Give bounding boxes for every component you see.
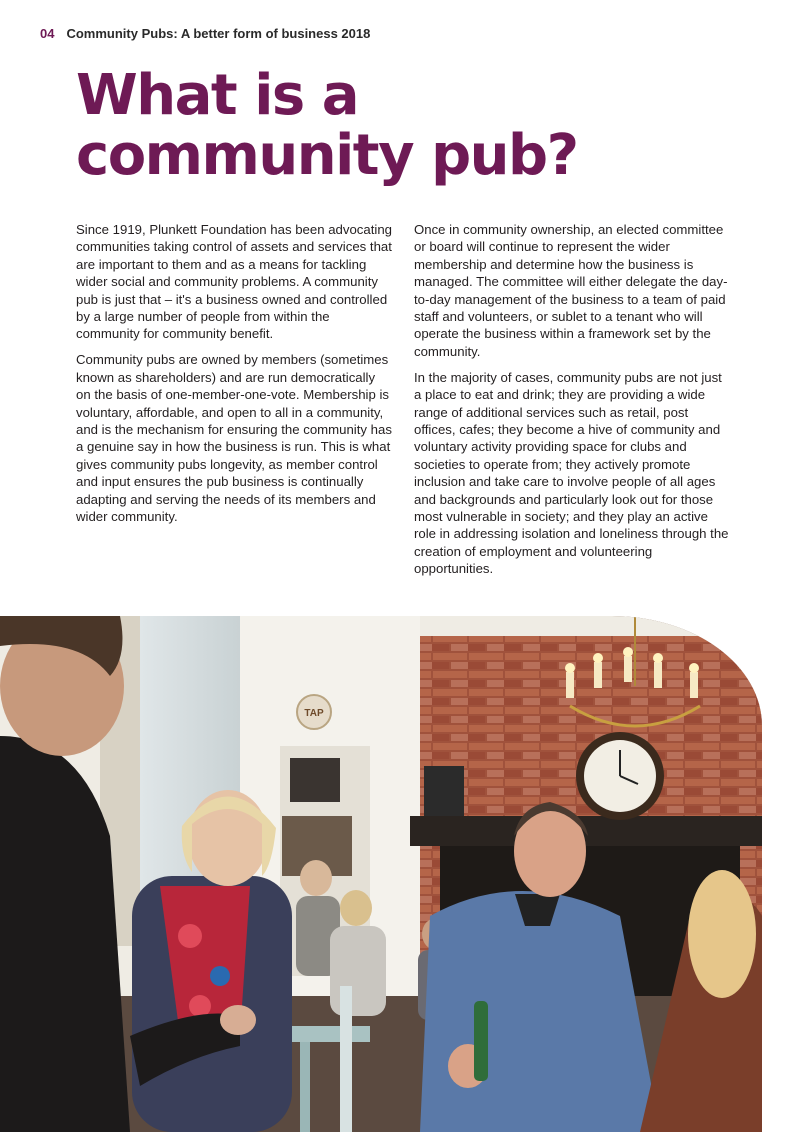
page-number: 04 xyxy=(40,26,55,41)
paragraph: In the majority of cases, community pubs are not just a place to eat and drink; they are providing a wide range of additional services such as retail, post offices, cafes; they become a hive of community and voluntary activity providing space for clubs and societies to operate from; they actively promote inclusion and take care to involve people of all ages and backgrounds and particularly look out for those most vulnerable in society; and they play an active role in addressing isolation and loneliness through the creation of employment and volunteering opportunities. xyxy=(414,369,729,577)
framed-picture xyxy=(290,758,340,802)
tap-sign-text: TAP xyxy=(304,708,324,719)
page-header xyxy=(40,26,370,41)
background-person xyxy=(300,860,332,896)
paragraph: Community pubs are owned by members (sometimes known as shareholders) and are run democratically on the basis of one-member-one-vote. Membership is voluntary, affordable, and open to all in a community, and is the mechanism for ensuring the community has a genuine say in how the business is run. This is what gives community pubs longevity, as member control and input ensures the pub business is continually adapting and serving the needs of its members and wider community. xyxy=(76,352,392,524)
pub-interior-photo xyxy=(0,616,762,1132)
title-line-1: What is a xyxy=(76,63,359,128)
chair xyxy=(340,986,352,1132)
publication-title: Community Pubs: A better form of business 2018 xyxy=(66,26,371,41)
page-title xyxy=(76,63,776,188)
paragraph: Since 1919, Plunkett Foundation has been advocating communities taking control of assets and services that are important to them and as a means for tackling wider social and community problems. A community pub is just that – it's a business owned and controlled by a large number of people from within the community for community benefit. xyxy=(76,222,392,342)
chalkboard xyxy=(424,766,464,816)
body-column-right xyxy=(414,221,730,586)
beer-bottle xyxy=(474,1001,488,1081)
photo-illustration xyxy=(0,616,762,1132)
title-line-2: community pub? xyxy=(76,123,578,188)
body-column-left xyxy=(76,221,392,534)
paragraph: Once in community ownership, an elected committee or board will continue to represent the wider membership and determine how the business is managed. The committee will either delegate the day-to-day management of the business to a team of paid staff and volunteers, or sublet to a tenant who will operate the business within a framework set by the community. xyxy=(414,222,728,359)
